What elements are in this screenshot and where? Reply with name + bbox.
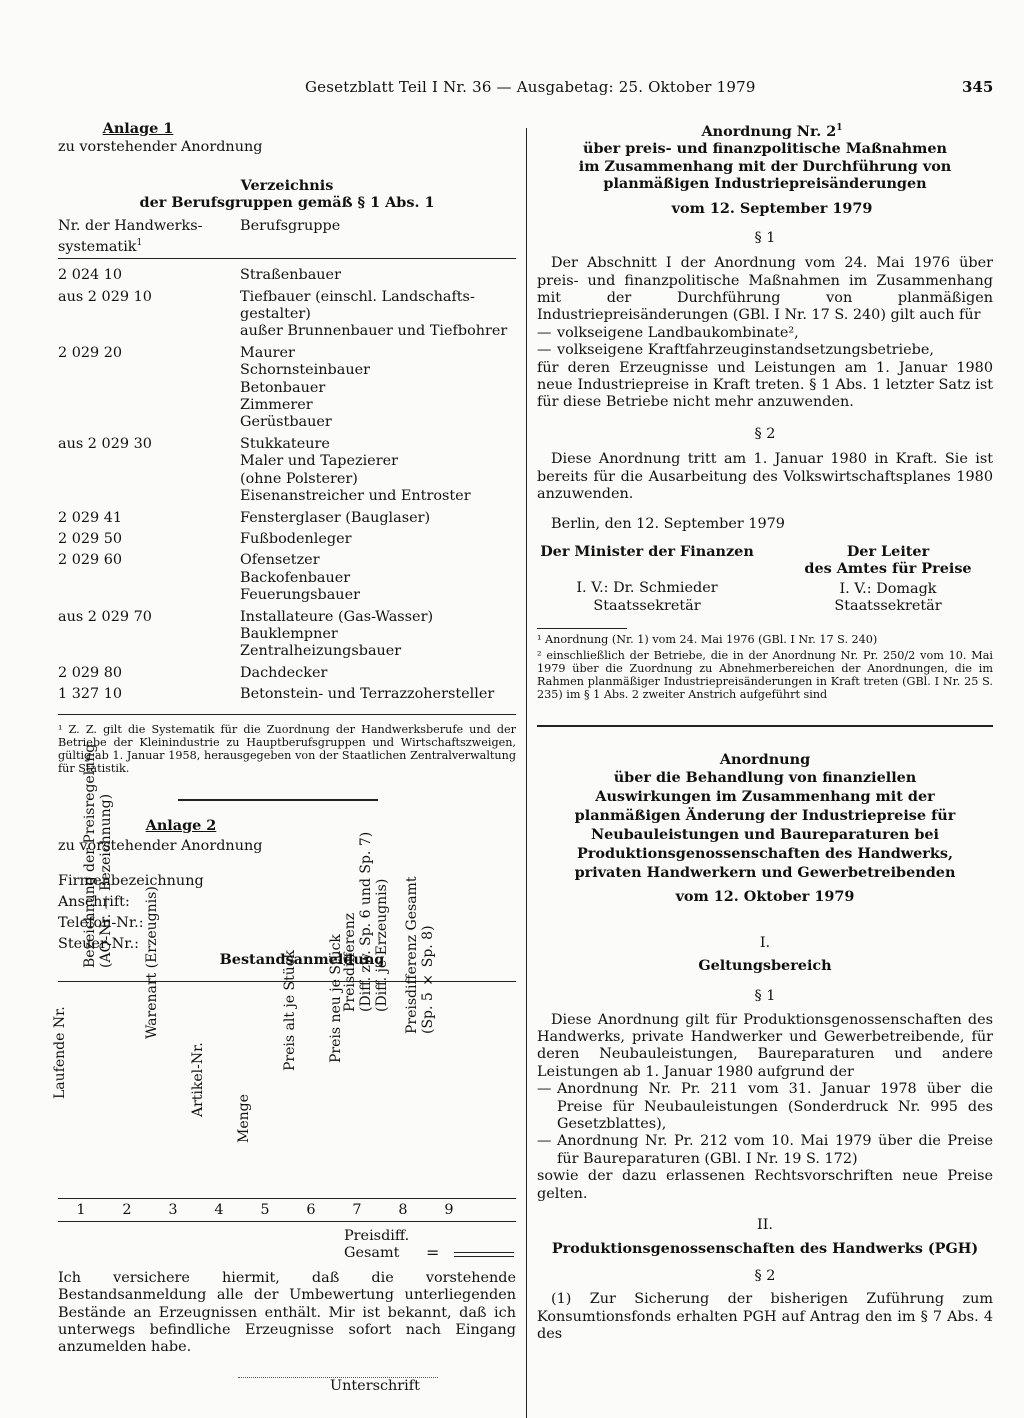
row-name: Zimmerer <box>240 397 313 414</box>
form-column-number: 1 <box>76 1201 86 1218</box>
row-nr: 2 029 20 <box>58 344 123 361</box>
list-item: — volkseigene Landbaukombinate², <box>537 325 993 342</box>
ao3-sec1-title: Geltungsbereich <box>698 956 832 974</box>
form-title: Bestandsanmeldung <box>219 951 385 969</box>
sign-left-title: Der Minister der Finanzen <box>540 542 754 560</box>
table-row <box>58 345 516 432</box>
row-name: Tiefbauer (einschl. Landschafts- <box>240 288 475 305</box>
col-head-nr: Nr. der Handwerks- <box>58 217 203 234</box>
row-names <box>240 686 516 703</box>
page-number: 345 <box>962 78 994 96</box>
ao3-subtitle: über die Behandlung von finanziellen Auswirkungen im Zusammenhang mit der planmäßigen Änderung der Industriepreise für Neubauleistungen und Baureparaturen bei Produktionsgenossenschaften des Handwerks, privaten Handwerkern und Gewerbetreibenden <box>574 768 956 881</box>
row-name: Schornsteinbauer <box>240 362 371 379</box>
row-nr: aus 2 029 70 <box>58 608 152 625</box>
form-column-label: Warenart (Erzeugnis) <box>144 886 160 1039</box>
anlage2-fields <box>58 871 516 955</box>
table-row <box>58 510 516 527</box>
form-column-header <box>328 933 380 1198</box>
ao2-par1-head: § 1 <box>754 229 776 246</box>
row-name: Zentralheizungsbauer <box>240 643 402 660</box>
row-names <box>240 436 516 506</box>
form-column-label: Preis alt je Stück <box>282 949 298 1071</box>
col-head-berufsgruppe: Berufsgruppe <box>240 217 341 234</box>
anlage1-title-2: der Berufsgruppen gemäß § 1 Abs. 1 <box>139 194 435 212</box>
column-separator <box>526 128 527 1418</box>
table-row <box>58 267 516 284</box>
form-column-number: 7 <box>352 1201 362 1218</box>
row-name: Fußbodenleger <box>240 530 352 547</box>
row-name: Backofenbauer <box>240 569 351 586</box>
ao2-date: vom 12. September 1979 <box>671 200 873 218</box>
ao3-par1-text: Diese Anordnung gilt für Produktionsgenossenschaften des Handwerks, private Handwerker und Gewerbetreibende, für deren Neubauleistungen, Baureparaturen und andere Leistungen ab 1. Januar 1980 aufgrund der <box>537 1011 993 1080</box>
form-column-header <box>52 982 104 1198</box>
row-name: außer Brunnenbauer und Tiefbohrer <box>240 323 508 340</box>
table-row <box>58 289 516 341</box>
ao3-sec2-title: Produktionsgenossenschaften des Handwerks (PGH) <box>551 1240 979 1258</box>
row-name: Fensterglaser (Bauglaser) <box>240 509 431 526</box>
declaration: Ich versichere hiermit, daß die vorstehende Bestandsanmeldung alle der Umbewertung unterliegenden Bestände an Erzeugnissen enthält. Mir ist bekannt, daß ich unterwegs befindliche Erzeugnisse sofort nach Eingang anzumelden habe. <box>58 1269 516 1356</box>
header-title: Gesetzblatt Teil I Nr. 36 — Ausgabetag: 25. Oktober 1979 <box>305 78 756 96</box>
row-name: Betonbauer <box>240 379 326 396</box>
ao3-par2-text: (1) Zur Sicherung der bisherigen Zuführung zum Konsumtionsfonds erhalten PGH auf Antrag den im § 7 Abs. 4 des <box>537 1291 993 1343</box>
row-names <box>240 267 516 284</box>
form-column-label: Preis neu je Stück <box>328 933 344 1063</box>
row-nr: 2 029 41 <box>58 509 123 526</box>
form-column-label: Bezeichnung der Preisregelung (AO-Nr. — Bezeichnung) <box>82 743 114 968</box>
form-column-number: 8 <box>398 1201 408 1218</box>
list-item-text: Anordnung Nr. Pr. 211 vom 31. Januar 1978 über die Preise für Neubauleistungen (Sonderdruck Nr. 995 des Gesetzblattes), <box>557 1081 993 1133</box>
anlage2-label: Anlage 2 <box>145 816 217 834</box>
ao3-par2-head: § 2 <box>754 1267 776 1284</box>
table-row <box>58 665 516 682</box>
row-nr: aus 2 029 10 <box>58 288 152 305</box>
list-item-text: volkseigene Landbaukombinate², <box>557 324 799 341</box>
signature-label: Unterschrift <box>330 1377 420 1394</box>
ao2-title: Anordnung Nr. $2^1$ <box>701 122 843 140</box>
anlage1-label: Anlage 1 <box>102 120 174 137</box>
row-names <box>240 609 516 661</box>
row-name: Installateure (Gas-Wasser) <box>240 608 434 625</box>
row-name: Straßenbauer <box>240 267 341 284</box>
list-item: — volkseigene Kraftfahrzeuginstandsetzungsbetriebe, <box>537 342 993 359</box>
form-column-number: 4 <box>214 1201 224 1218</box>
list-item: — Anordnung Nr. Pr. 212 vom 10. Mai 1979 über die Preise für Baureparaturen (GBl. I Nr. 19 S. 172) <box>537 1133 993 1167</box>
anlage2-subtitle: zu vorstehender Anordnung <box>58 837 263 854</box>
row-names <box>240 665 516 682</box>
ao3-par1-head: § 1 <box>754 988 776 1005</box>
section-divider-right <box>537 725 993 727</box>
right-column <box>537 120 993 1417</box>
form-column-label: Artikel-Nr. <box>190 1042 206 1118</box>
ao2-footnote-2: ² einschließlich der Betriebe, die in der Anordnung Nr. Pr. 250/2 vom 10. Mai 1979 über die Zuordnung zu Abnehmerbereichen der Anordnungen, die im Rahmen planmäßiger Industriepreisänderungen in Kraft treten (GBl. I Nr. 25 S. 235) im § 1 Abs. 2 zweiter Anstrich aufgeführt sind <box>537 648 993 701</box>
total-label-2: Gesamt <box>344 1245 400 1262</box>
row-nr: 1 327 10 <box>58 686 123 703</box>
ao2-subtitle: über preis- und finanzpolitische Maßnahmen im Zusammenhang mit der Durchführung von planmäßigen Industriepreisänderungen <box>578 140 952 193</box>
row-name: Maurer <box>240 344 295 361</box>
anlage1-title: Verzeichnis <box>240 176 334 194</box>
form-column-number: 9 <box>444 1201 454 1218</box>
ao3-sec1-num: I. <box>759 935 771 952</box>
anlage1-subtitle: zu vorstehender Anordnung <box>58 139 263 156</box>
form-column-number: 3 <box>168 1201 178 1218</box>
form-field-label: Telefon-Nr.: <box>58 915 144 932</box>
form-column-number: 6 <box>306 1201 316 1218</box>
row-names <box>240 345 516 432</box>
total-row <box>58 1222 516 1266</box>
sign-right-title-2: des Amtes für Preise <box>804 560 972 578</box>
total-eq: = <box>426 1242 440 1262</box>
list-item-text: Anordnung Nr. Pr. 212 vom 10. Mai 1979 über die Preise für Baureparaturen (GBl. I Nr. 19 S. 172) <box>557 1133 993 1167</box>
row-name: Feuerungsbauer <box>240 587 360 604</box>
row-name: Eisenanstreicher und Entroster <box>240 488 471 505</box>
row-name: gestalter) <box>240 306 311 323</box>
list-item-text: volkseigene Kraftfahrzeuginstandsetzungsbetriebe, <box>557 342 934 359</box>
row-name: Maler und Tapezierer <box>240 453 398 470</box>
ao2-par2-head: § 2 <box>754 425 776 442</box>
col-head-nr-2: systematik <box>58 238 137 255</box>
berufsgruppen-table <box>58 267 516 707</box>
row-nr: 2 029 80 <box>58 664 123 681</box>
row-nr: 2 029 50 <box>58 530 123 547</box>
row-name: Dachdecker <box>240 664 328 681</box>
form-field-label: Steuer-Nr.: <box>58 936 139 953</box>
anlage1-table-head: Nr. der Handwerks- systematik$^1$ Berufsgruppe <box>58 217 341 255</box>
sign-right-title: Der Leiter <box>846 542 930 560</box>
section-divider <box>178 799 378 801</box>
row-name: Bauklempner <box>240 625 338 642</box>
table-row <box>58 609 516 661</box>
form-column-label: Menge <box>236 1094 252 1143</box>
ao2-par1-tail: für deren Erzeugnisse und Leistungen am 1. Januar 1980 neue Industriepreise in Kraft treten. § 1 Abs. 1 letzter Satz ist für diese Betriebe nicht mehr anzuwenden. <box>537 359 993 411</box>
ao2-footnote-1: ¹ Anordnung (Nr. 1) vom 24. Mai 1976 (GBl. I Nr. 17 S. 240) <box>537 632 878 646</box>
row-name: Gerüstbauer <box>240 414 332 431</box>
row-names <box>240 510 516 527</box>
form-column-label: Laufende Nr. <box>52 1006 68 1100</box>
row-names <box>240 289 516 341</box>
ao3-sec2-num: II. <box>757 1217 773 1234</box>
ao2-par1-text: Der Abschnitt I der Anordnung vom 24. Mai 1976 über preis- und finanzpolitische Maßnahmen im Zusammenhang mit der Durchführung von planmäßigen Industriepreisänderungen (GBl. I Nr. 17 S. 240) gilt auch für <box>537 255 993 324</box>
ao2-par2-text: Diese Anordnung tritt am 1. Januar 1980 in Kraft. Sie ist bereits für die Ausarbeitung des Volkswirtschaftsplanes 1980 anzuwenden. <box>537 451 993 503</box>
row-name: Stukkateure <box>240 435 330 452</box>
ao3-par1-tail: sowie der dazu erlassenen Rechtsvorschriften neue Preise gelten. <box>537 1168 993 1202</box>
left-column <box>52 120 516 1417</box>
row-nr: 2 024 10 <box>58 267 123 284</box>
table-row <box>58 686 516 703</box>
form-field-label: Anschrift: <box>58 894 130 911</box>
form-column-number: 2 <box>122 1201 132 1218</box>
sign-right-role: Staatssekretär <box>834 598 942 615</box>
row-nr: 2 029 60 <box>58 552 123 569</box>
table-row <box>58 552 516 604</box>
form-column-label: Preisdifferenz (Diff. zw. Sp. 6 und Sp. 7) (Diff. je Erzeugnis) <box>342 831 390 1012</box>
row-names <box>240 531 516 548</box>
row-name: (ohne Polsterer) <box>240 470 358 487</box>
sign-right-name: I. V.: Domagk <box>839 580 937 597</box>
table-row <box>58 531 516 548</box>
ao3-date: vom 12. Oktober 1979 <box>675 887 855 905</box>
sign-left-name: I. V.: Dr. Schmieder <box>576 580 718 597</box>
signatures <box>537 543 993 616</box>
list-item: — Anordnung Nr. Pr. 211 vom 31. Januar 1978 über die Preise für Neubauleistungen (Sonderdruck Nr. 995 des Gesetzblattes), <box>537 1081 993 1133</box>
row-names <box>240 552 516 604</box>
form-column-label: Preisdifferenz Gesamt (Sp. 5 × Sp. 8) <box>404 876 436 1035</box>
table-row <box>58 436 516 506</box>
page-header <box>0 78 1024 100</box>
form-column-header <box>404 876 472 1198</box>
ao3-title: Anordnung <box>719 750 811 768</box>
anlage1-footnote: ¹ Z. Z. gilt die Systematik für die Zuordnung der Handwerksberufe und der Betriebe der Kleinindustrie zu Hauptberufsgruppen und Wirtschaftszweigen, gültig ab 1. Januar 1958, herausgegeben von der Staatlichen Zentralverwaltung für Statistik. <box>58 722 516 775</box>
form-column-header <box>190 982 242 1198</box>
row-nr: aus 2 029 30 <box>58 435 152 452</box>
form-field-label: Firmenbezeichnung <box>58 873 204 890</box>
total-label: Preisdiff. <box>344 1227 410 1244</box>
row-name: Betonstein- und Terrazzohersteller <box>240 686 495 703</box>
row-name: Ofensetzer <box>240 552 320 569</box>
sign-left-role: Staatssekretär <box>593 597 701 614</box>
place-date: Berlin, den 12. September 1979 <box>551 515 785 532</box>
form-column-number: 5 <box>260 1201 270 1218</box>
